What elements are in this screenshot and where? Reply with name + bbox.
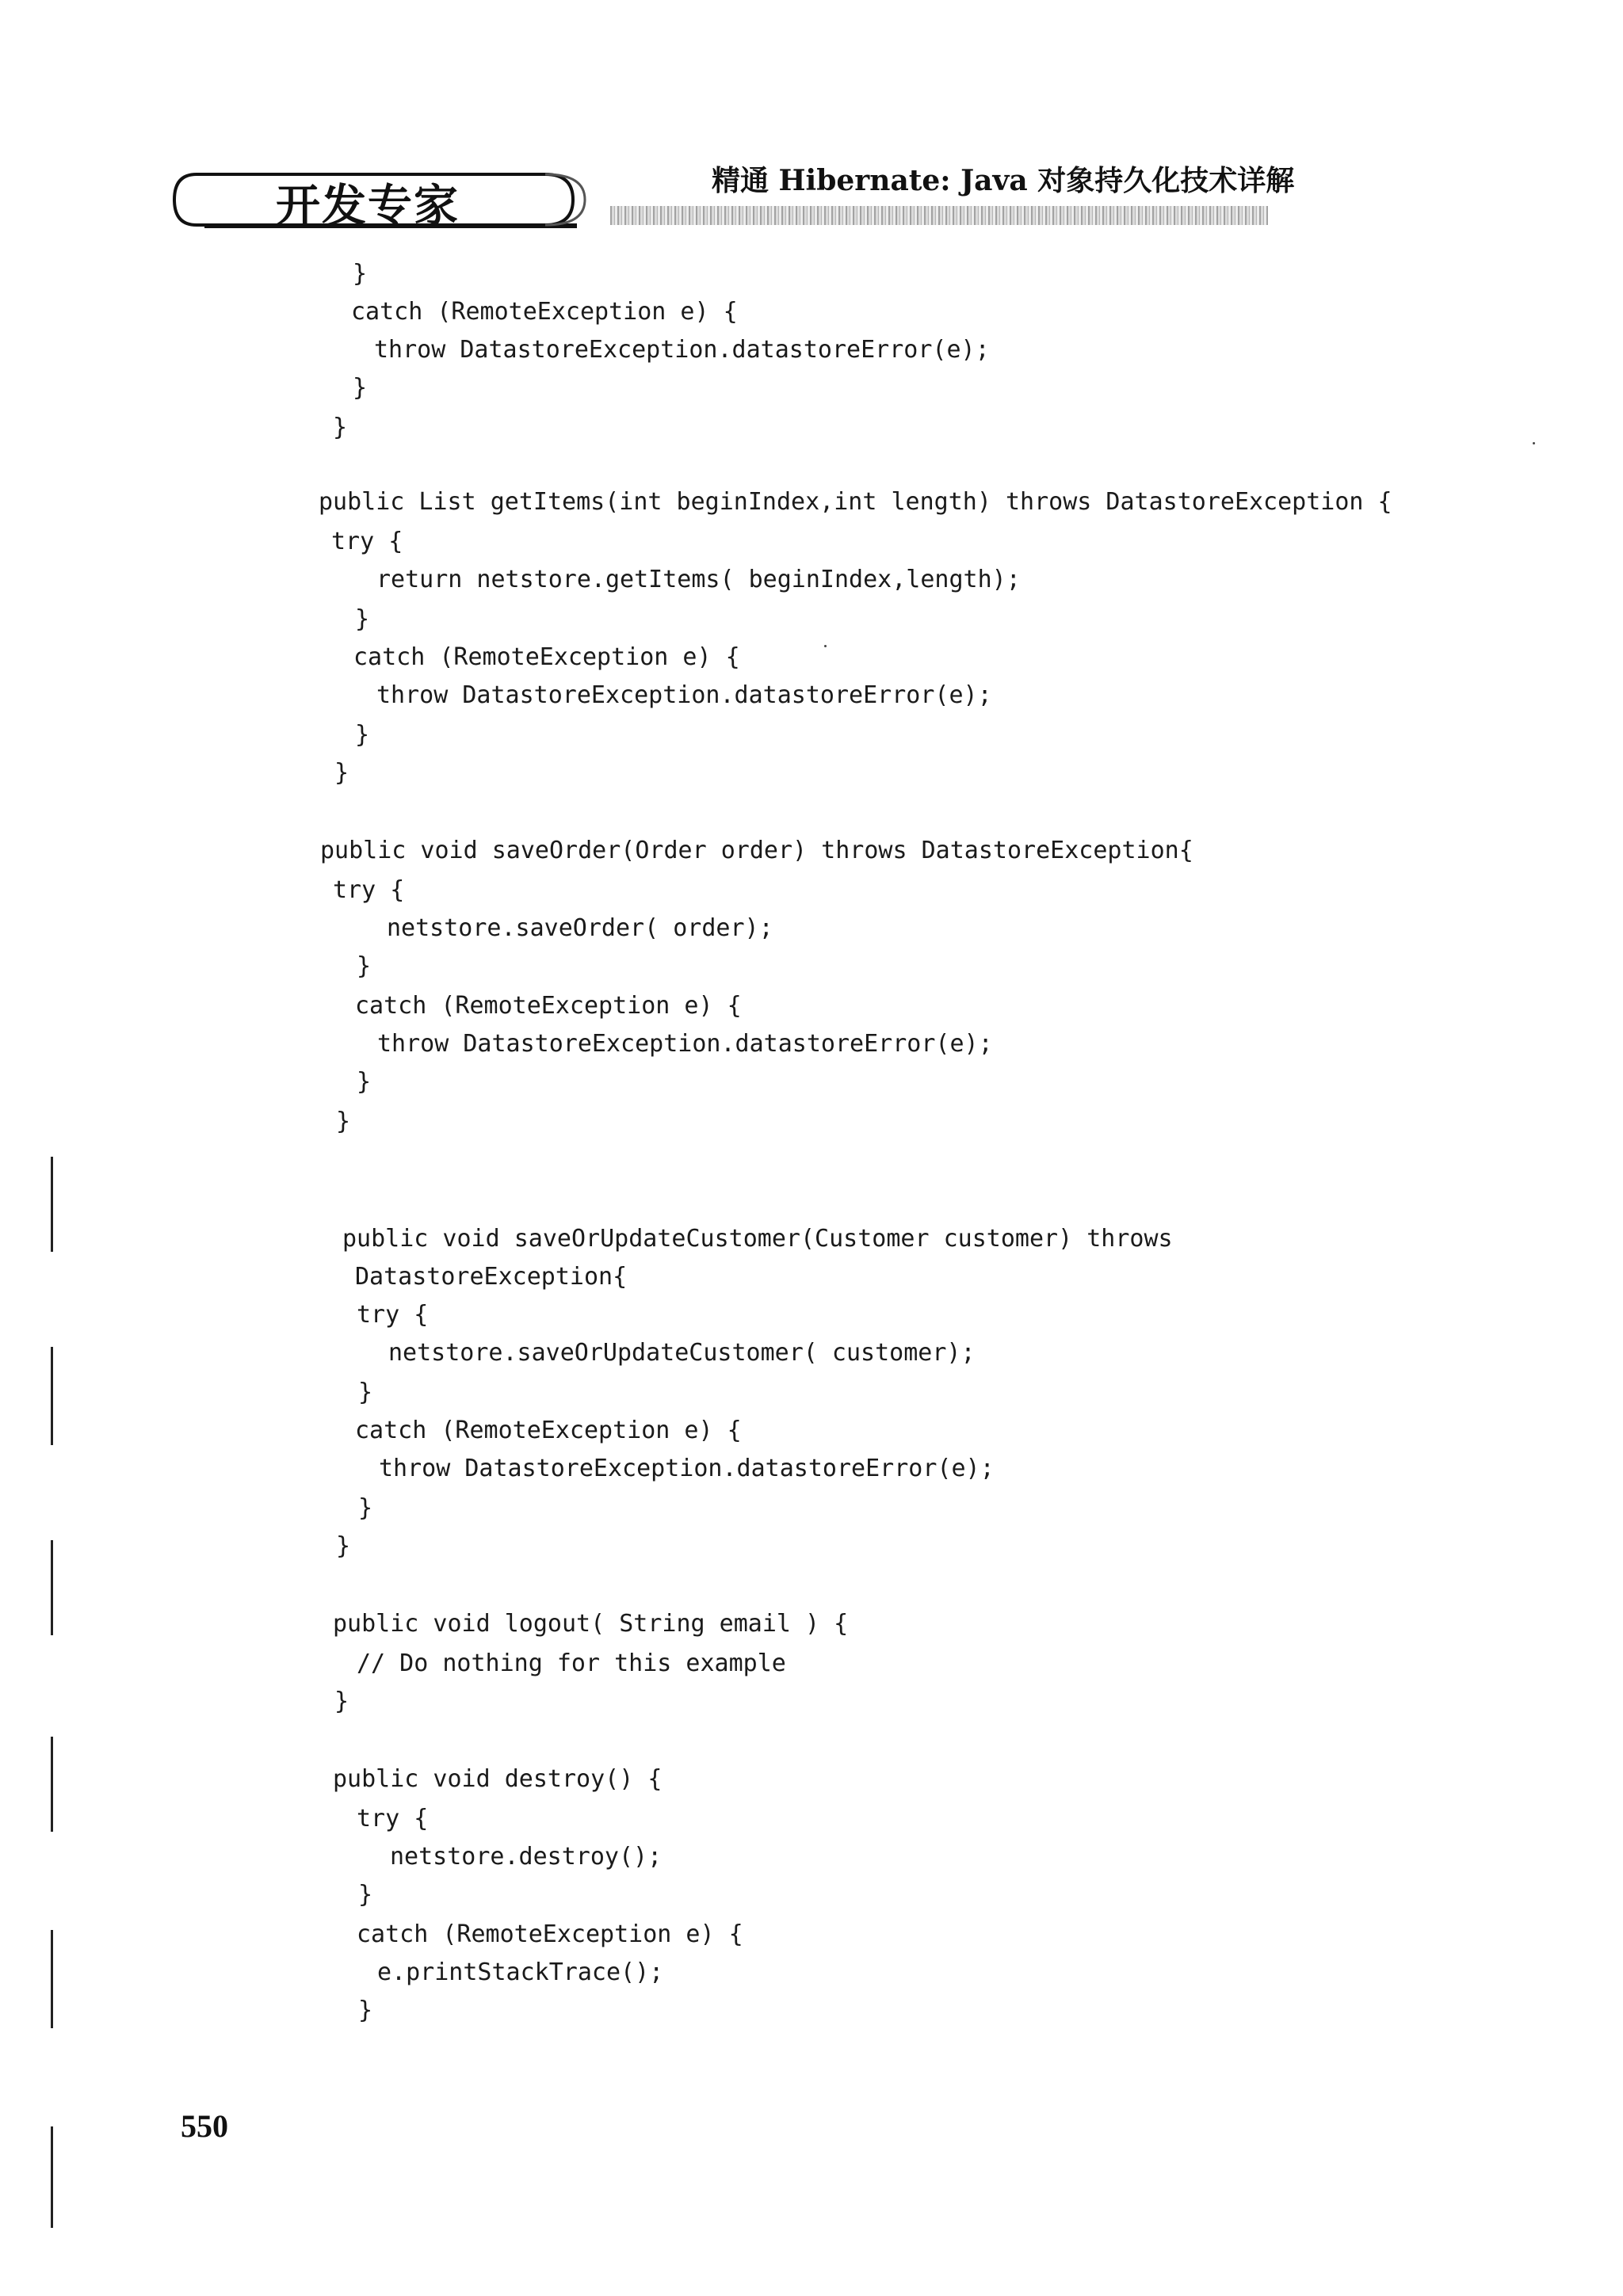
code-line: } xyxy=(334,759,349,787)
code-line: } xyxy=(336,1532,351,1560)
code-line: netstore.destroy(); xyxy=(390,1843,663,1871)
book-title: 精通 Hibernate: Java 对象持久化技术详解 xyxy=(712,164,1295,197)
code-line: throw DatastoreException.datastoreError(e); xyxy=(377,1030,993,1058)
margin-bar xyxy=(51,2126,53,2228)
code-line: } xyxy=(333,414,348,441)
margin-bar xyxy=(51,1737,53,1832)
code-line: try { xyxy=(331,528,403,555)
code-line: catch (RemoteException e) { xyxy=(355,1417,742,1444)
code-line: throw DatastoreException.datastoreError(e); xyxy=(379,1455,995,1482)
code-line: catch (RemoteException e) { xyxy=(353,643,740,671)
code-line: try { xyxy=(357,1301,429,1329)
code-line: public void saveOrder(Order order) throws DatastoreException{ xyxy=(320,837,1193,864)
code-line: } xyxy=(353,260,368,288)
code-line: } xyxy=(357,1068,372,1096)
code-line: } xyxy=(358,1379,373,1406)
code-line: } xyxy=(357,952,372,980)
code-line: catch (RemoteException e) { xyxy=(355,992,742,1020)
margin-bar xyxy=(51,1930,53,2028)
code-line: } xyxy=(334,1688,349,1715)
code-line: } xyxy=(355,605,370,633)
code-line: throw DatastoreException.datastoreError(e); xyxy=(374,336,990,364)
code-line: } xyxy=(358,1997,373,2024)
code-line: public void logout( String email ) { xyxy=(333,1610,849,1638)
scan-speck xyxy=(1533,442,1535,444)
code-line: } xyxy=(355,721,370,749)
code-line: try { xyxy=(357,1805,429,1833)
code-line: e.printStackTrace(); xyxy=(377,1958,664,1986)
code-line: } xyxy=(336,1108,351,1135)
code-line: throw DatastoreException.datastoreError(e); xyxy=(376,681,992,709)
code-line: public void saveOrUpdateCustomer(Customer customer) throws xyxy=(342,1225,1173,1253)
code-line: netstore.saveOrUpdateCustomer( customer); xyxy=(388,1339,976,1367)
margin-bar xyxy=(51,1540,53,1635)
code-line: } xyxy=(353,374,368,402)
page-number: 550 xyxy=(181,2108,228,2144)
code-line: } xyxy=(358,1494,373,1522)
code-line: try { xyxy=(333,876,405,904)
badge-label: 开发专家 xyxy=(276,181,460,232)
margin-bar xyxy=(51,1347,53,1445)
code-line: catch (RemoteException e) { xyxy=(357,1920,743,1948)
scan-speck xyxy=(824,645,827,647)
code-line: return netstore.getItems( beginIndex,length); xyxy=(376,566,1021,593)
code-line: } xyxy=(358,1881,373,1909)
code-line: // Do nothing for this example xyxy=(357,1650,786,1677)
code-line: netstore.saveOrder( order); xyxy=(387,914,773,942)
code-line: public void destroy() { xyxy=(333,1765,663,1793)
code-line: DatastoreException{ xyxy=(355,1263,628,1291)
code-line: catch (RemoteException e) { xyxy=(351,298,738,326)
code-line: public List getItems(int beginIndex,int length) throws DatastoreException { xyxy=(319,488,1392,516)
margin-bar xyxy=(51,1157,53,1252)
